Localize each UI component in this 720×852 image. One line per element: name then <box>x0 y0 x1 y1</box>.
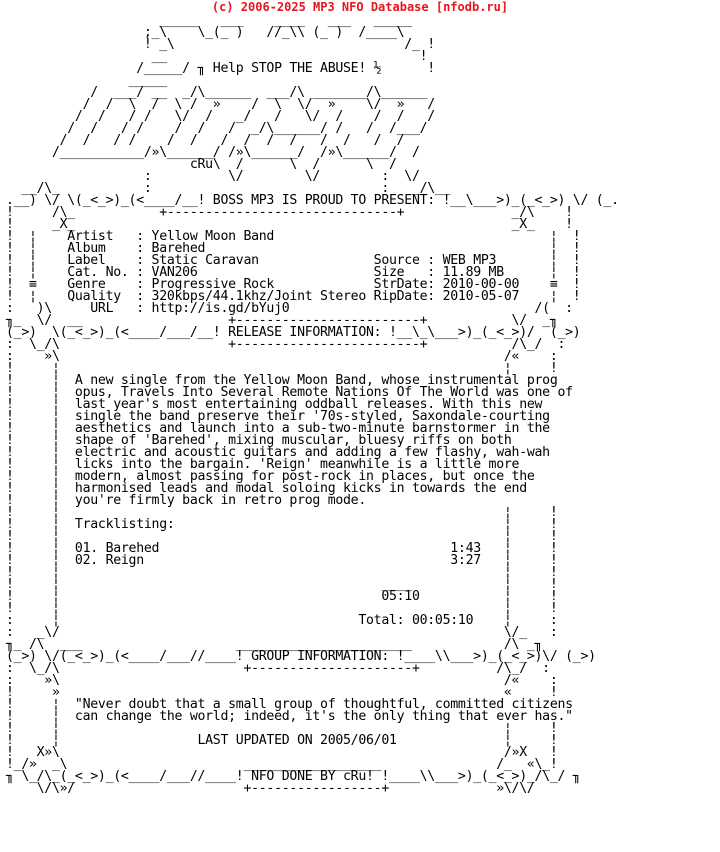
nfo-line: ! ¦ 05:10 ¦ ! <box>6 589 558 604</box>
nfo-line: ! ¦ harmonised leads and modal soloing kicks in towards the end <box>6 481 527 496</box>
nfo-line: : \_/\ +------------------------+ /\_/ : <box>6 337 566 352</box>
nfo-line: / ___/ __ _/\______ ___/\ _______/\______ <box>6 85 428 100</box>
nfo-line: / / / / / / / / / / / / / / <box>6 133 405 148</box>
nfo-line: / / / / \/ / _/ / \/ / / / / <box>6 109 435 124</box>
nfo-line: ! ¦ ¦ ! <box>6 529 558 544</box>
nfo-line: ! ¦ single the band preserve their '70s-styled, Saxondale-courting <box>6 409 550 424</box>
nfo-line: _____ ___ ____ ___ _____ <box>6 13 412 28</box>
nfo-line: /___________/»\______/ /»\______/ /»\______/ / <box>6 145 420 160</box>
nfo-line: : )\ URL : http://is.gd/bYuj0 /( : <box>6 301 573 316</box>
nfo-line: ! ¦ ¦ ! <box>6 505 558 520</box>
nfo-line: ! ¦ ¦ ! <box>6 721 558 736</box>
nfo-line: .__) \/ \(_<_>)_(<____/__! BOSS MP3 IS PROUD TO PRESENT: !__\___>)_(_<_>) \/ (_. <box>6 193 619 208</box>
nfo-line: _____ <box>6 73 167 88</box>
nfo-line: !_/» _\ __________________ /_ «\_! <box>6 757 558 772</box>
nfo-line: ! ¦ A new single from the Yellow Moon Band, whose instrumental prog <box>6 373 558 388</box>
nfo-line: : _\/ \/_ : <box>6 625 558 640</box>
nfo-line: ! ¦ Tracklisting: ¦ ! <box>6 517 558 532</box>
nfo-line: ! ¦ 01. Barehed 1:43 ¦ ! <box>6 541 558 556</box>
nfo-line: ! ¦ ____ ¦ ! <box>6 577 558 592</box>
nfo-line: ! ¦ opus, Travels Into Several Remote Nations Of The World was one of <box>6 385 573 400</box>
nfo-line: ! _X_ _X_ ! <box>6 217 573 232</box>
nfo-line: ! ¦ 02. Reign 3:27 ¦ ! <box>6 553 558 568</box>
nfo-ascii-document <box>6 15 619 795</box>
nfo-line: ! ¦ Artist : Yellow Moon Band ¦ ! <box>6 229 581 244</box>
nfo-line: ! ¦ can change the world; indeed, it's the only thing that ever has." <box>6 709 573 724</box>
nfo-line: ! ¦ electric and acoustic guitars and adding a few flashy, wah-wah <box>6 445 550 460</box>
nfo-line: : ¦ Total: 00:05:10 ¦ : <box>6 613 558 628</box>
nfo-line: ! ¦ you're firmly back in retro prog mode. <box>6 493 366 508</box>
nfo-line: ! ¦ licks into the bargain. 'Reign' meanwhile is a little more <box>6 457 520 472</box>
nfo-line: ! ¦ Cat. No. : VAN206 Size : 11.89 MB ¦ ! <box>6 265 581 280</box>
nfo-line: ! ¦ Album : Barehed ¦ ! <box>6 241 581 256</box>
nfo-line: ! ¦ Label : Static Caravan Source : WEB MP3 ¦ ! <box>6 253 581 268</box>
nfo-line: __/\_ : : _/\__ <box>6 181 451 196</box>
nfo-line: / / \ / \ / » / \ \/ » \/ » / <box>6 97 435 112</box>
nfo-line: cRu\ / \ / \ / <box>6 157 397 172</box>
nfo-line: ! ¦ LAST UPDATED ON 2005/06/01 ¦ ! <box>6 733 558 748</box>
nfo-line: ! _\ /_ ! <box>6 37 435 52</box>
nfo-line: ! X»\ /»X ! <box>6 745 558 760</box>
nfo-line: ! ¦ aesthetics and launch into a sub-two-minute barnstormer in the <box>6 421 550 436</box>
nfo-line: ! ¦ ¦ ! <box>6 361 558 376</box>
nfo-line: /_____/ ╖ Help STOP THE ABUSE! ½ ! <box>6 61 435 76</box>
nfo-line: (_>) \(_<_>)_(<____/___/__! RELEASE INFORMATION: !__\_\___>)_(_<_>)/ (_>) <box>6 325 581 340</box>
nfo-line: : \/ \/ : \/ <box>6 169 420 184</box>
nfo-line: / / / / / / / _/\______/ / / /___/ <box>6 121 428 136</box>
nfo-line: ! ¦ shape of 'Barehed', mixing muscular, bluesy riffs on both <box>6 433 512 448</box>
nfo-line: \/\»/ +-----------------+ »\/\/ <box>6 781 535 796</box>
nfo-line: ;_\ \_(_ ) //_\\ (_ ) /____\ <box>6 25 405 40</box>
site-credit: (c) 2006-2025 MP3 NFO Database [nfodb.ru] <box>211 0 509 14</box>
nfo-line: ! /\_ +------------------------------+ _/\ ! <box>6 205 573 220</box>
nfo-line: ╖_ /\ ___ _______________________ /\ _╖ <box>6 637 543 652</box>
nfo-line: : \_/\ +---------------------+ /\_/ : <box>6 661 550 676</box>
nfo-line: ! ¦ ¦ ! <box>6 601 558 616</box>
nfo-line: ╖ \_/\_(_<_>)_(<____/___//____! NFO DONE BY cRu! !____\\___>)_(_<_>)_/\_/ ╖ <box>6 769 581 784</box>
nfo-line: __ ! <box>6 49 428 64</box>
nfo-line: ╖_ \/ __ +------------------------+ \/ _╖ <box>6 313 558 328</box>
nfo-line: ! ¦ last year's most entertaining oddball releases. With this new <box>6 397 543 412</box>
nfo-line: ! ¦ Quality : 320kbps/44.1khz/Joint Stereo RipDate: 2010-05-07 ¦ ! <box>6 289 581 304</box>
nfo-line: ! ¦ modern, almost passing for post-rock in places, but once the <box>6 469 535 484</box>
nfo-line: ! ¦ "Never doubt that a small group of thoughtful, committed citizens <box>6 697 573 712</box>
nfo-line: : »\ /« : <box>6 349 558 364</box>
nfo-line: : »\ /« : <box>6 673 558 688</box>
nfo-line: (_>) \/(_<_>)_(<____/___//____! GROUP INFORMATION: !____\\___>)_(_<_>)\/ (_>) <box>6 649 596 664</box>
nfo-line: ! ≡ Genre : Progressive Rock StrDate: 2010-00-00 ≡ ! <box>6 277 581 292</box>
nfo-line: ! » « ! <box>6 685 558 700</box>
nfo-line: ! ¦ ¦ ! <box>6 565 558 580</box>
